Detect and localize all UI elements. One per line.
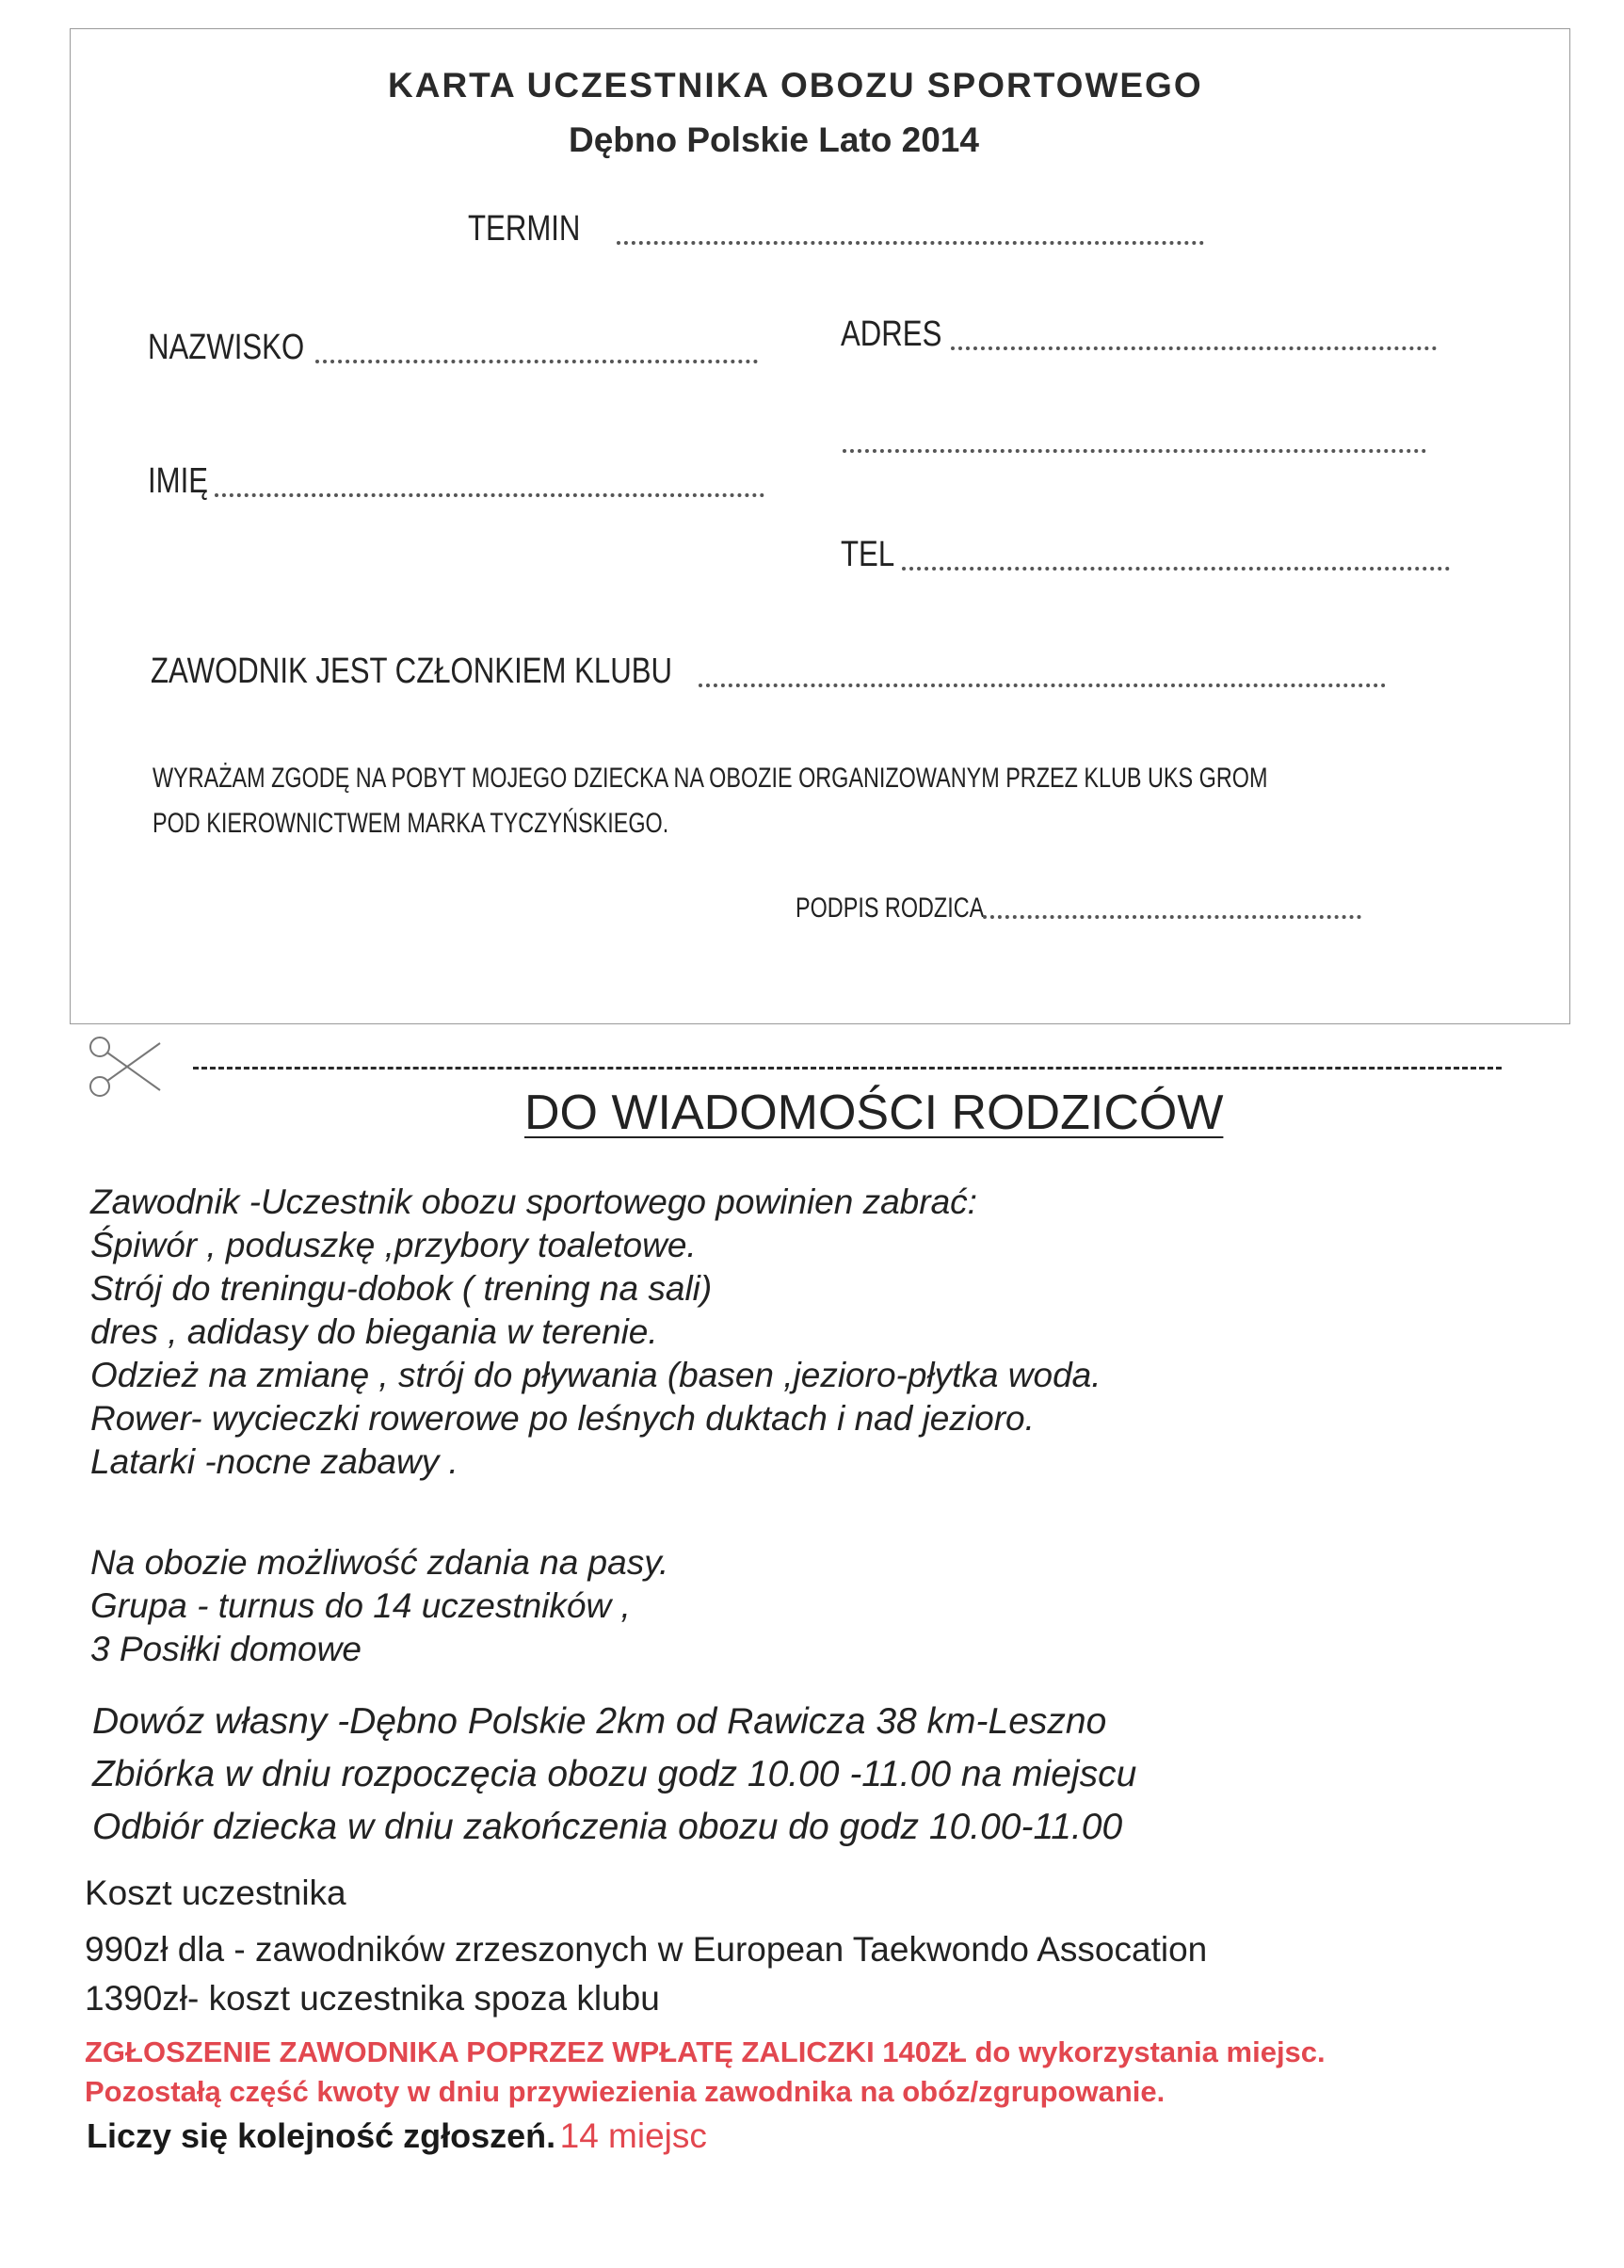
list-item: Strój do treningu-dobok ( trening na sali)	[90, 1269, 713, 1308]
list-item: Zawodnik -Uczestnik obozu sportowego powinien zabrać:	[90, 1182, 977, 1221]
transport-info	[92, 1696, 1136, 1854]
cost-title: Koszt uczestnika	[85, 1874, 346, 1912]
imie-label: IMIĘ	[148, 461, 209, 501]
klub-field[interactable]	[699, 684, 1386, 687]
packing-list	[90, 1181, 1101, 1484]
tel-field[interactable]	[902, 567, 1450, 571]
klub-label: ZAWODNIK JEST CZŁONKIEM KLUBU	[151, 651, 673, 691]
balance-notice: Pozostałą część kwoty w dniu przywiezienia zawodnika na obóz/zgrupowanie.	[85, 2075, 1166, 2108]
adres-field-line2[interactable]	[843, 449, 1426, 453]
list-item: 3 Posiłki domowe	[90, 1630, 362, 1668]
info-heading: DO WIADOMOŚCI RODZICÓW	[524, 1086, 1224, 1140]
list-item: Rower- wycieczki rowerowe po leśnych duktach i nad jezioro.	[90, 1399, 1035, 1438]
termin-field[interactable]	[617, 241, 1204, 245]
list-item: Odzież na zmianę , strój do pływania (basen ,jezioro-płytka woda.	[90, 1356, 1101, 1394]
list-item: Odbiór dziecka w dniu zakończenia obozu do godz 10.00-11.00	[92, 1807, 1123, 1847]
consent-line-2: POD KIEROWNICTWEM MARKA TYCZYŃSKIEGO.	[153, 808, 669, 839]
tel-label: TEL	[841, 535, 895, 574]
adres-label: ADRES	[841, 314, 942, 354]
camp-info	[90, 1541, 668, 1671]
list-item: Zbiórka w dniu rozpoczęcia obozu godz 10.00 -11.00 na miejscu	[92, 1754, 1137, 1794]
list-item: Dowóz własny -Dębno Polskie 2km od Rawicza 38 km-Leszno	[92, 1701, 1107, 1742]
order-note: Liczy się kolejność zgłoszeń.	[87, 2116, 556, 2155]
card-subtitle: Dębno Polskie Lato 2014	[569, 121, 979, 159]
list-item: Śpiwór , poduszkę ,przybory toaletowe.	[90, 1226, 697, 1264]
participant-card	[70, 28, 1570, 1024]
signature-label: PODPIS RODZICA	[796, 893, 985, 924]
signature-field[interactable]	[983, 915, 1361, 919]
termin-label: TERMIN	[468, 209, 581, 249]
adres-field[interactable]	[951, 346, 1437, 350]
cost-line-1: 990zł dla - zawodników zrzeszonych w European Taekwondo Assocation	[85, 1930, 1208, 1969]
list-item: dres , adidasy do biegania w terenie.	[90, 1312, 658, 1351]
cut-line	[193, 1067, 1502, 1070]
list-item: Grupa - turnus do 14 uczestników ,	[90, 1586, 631, 1625]
nazwisko-label: NAZWISKO	[148, 328, 305, 367]
final-line	[87, 2116, 707, 2156]
card-title: KARTA UCZESTNIKA OBOZU SPORTOWEGO	[388, 66, 1203, 105]
places-note: 14 miejsc	[559, 2116, 707, 2155]
deposit-notice: ZGŁOSZENIE ZAWODNIKA POPRZEZ WPŁATĘ ZALICZKI 140ZŁ do wykorzystania miejsc.	[85, 2035, 1326, 2068]
list-item: Na obozie możliwość zdania na pasy.	[90, 1543, 669, 1582]
nazwisko-field[interactable]	[315, 360, 758, 363]
scissors-icon	[87, 1034, 164, 1100]
cost-line-2: 1390zł- koszt uczestnika spoza klubu	[85, 1979, 660, 2018]
consent-line-1: WYRAŻAM ZGODĘ NA POBYT MOJEGO DZIECKA NA OBOZIE ORGANIZOWANYM PRZEZ KLUB UKS GROM	[153, 763, 1268, 794]
imie-field[interactable]	[215, 493, 764, 497]
list-item: Latarki -nocne zabawy .	[90, 1442, 458, 1481]
